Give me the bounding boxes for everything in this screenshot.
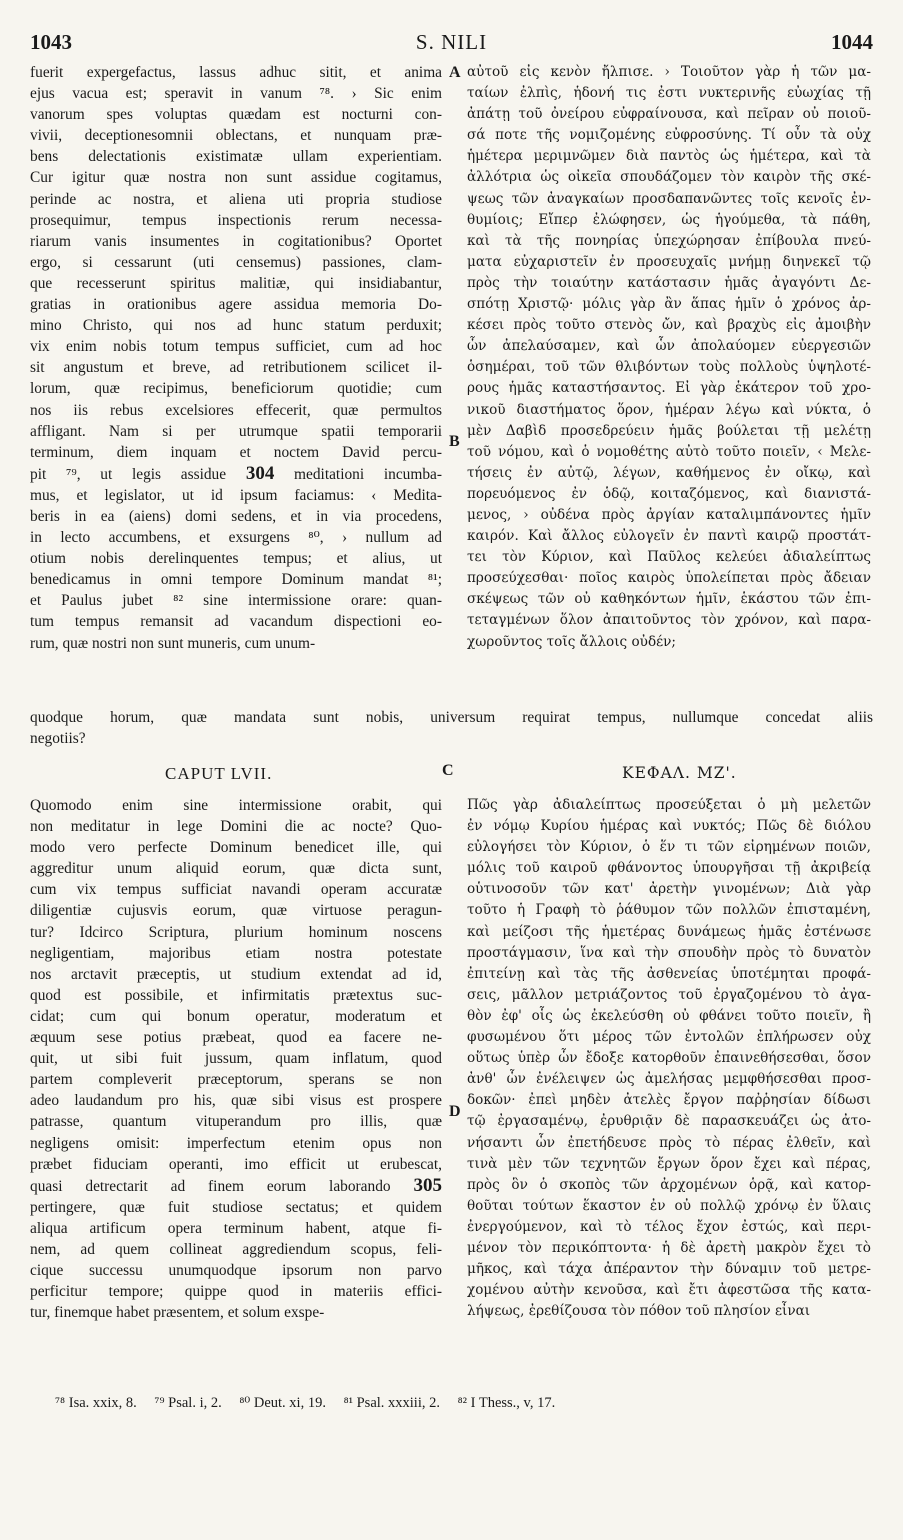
text-line: μόλις τοῦ καιροῦ φθάνοντος ὑπουργῆσαι τῇ ἀκριβείᾳ: [467, 860, 871, 877]
text-line: τήσεις ἐν αὐτῷ, λέγων, καθήμενος ἐν οἴκῳ, καὶ: [467, 464, 871, 481]
text-line: fuerit expergefactus, lassus adhuc sitit, et anima: [30, 64, 442, 81]
text-line: Quomodo enim sine intermissione orabit, qui: [30, 797, 442, 814]
text-line: ejus vacua est; speravit in vanum ⁷⁸. › Sic enim: [30, 85, 442, 103]
text-line: pertingere, quæ fuit studiose sectatus; et quidem: [30, 1198, 442, 1216]
text-line: Cur igitur quæ nostra non sunt assidue cogitamus,: [30, 169, 442, 187]
greek-column-bottom: [467, 795, 871, 1322]
text-line: patrasse, quantum vituperandum pro illis, quæ: [30, 1113, 442, 1131]
text-line: affligant. Nam si per utrumque spatii temporarii: [30, 422, 442, 440]
text-line: ἐν νόμῳ Κυρίου ἡμέρας καὶ νυκτός; Πῶς δὲ διόλου: [467, 818, 871, 835]
text-line: Πῶς γὰρ ἀδιαλείπτως προσεύξεται ὁ μὴ μελετῶν: [467, 797, 871, 813]
text-line: gratias in orationibus agere assidua memoria Do-: [30, 296, 442, 314]
text-line: [30, 463, 442, 485]
text-line: ἀλλότρια ὡς οἰκεῖα σπουδάζομεν τὸν καιρὸν τῆς σκέ-: [467, 169, 871, 186]
text-line: σεις, μᾶλλον μετριάζοντος τοῦ ἐργαζομένου τὸ ἀγα-: [467, 986, 871, 1003]
text-line: θὸν ἐφ' οἷς ὡς ἐκελεύσθη οὐ φθάνει τοῦτο ποιεῖν, ἢ: [467, 1007, 871, 1024]
text-line: sit angustum et breve, ad retributionem scilicet il-: [30, 359, 442, 377]
text-line: perinde ac nostra, et aliena uti propria studiose: [30, 190, 442, 208]
margin-marker-c: C: [442, 762, 454, 779]
text-line: prosequimur, tempus inspectionis rerum necessa-: [30, 211, 442, 229]
text-line: καιρόν. Καὶ ἄλλος εὐλογεῖν ἐν παντὶ καιρῷ προστάτ-: [467, 528, 871, 545]
text-line: ὁσημέραι, τοῦ τῶν θλιβόντων τοὺς πολλοὺς ὑψηλοτέ-: [467, 359, 871, 376]
text-line: καὶ μείζοσι τῆς ἡμετέρας δυνάμεως ἡμᾶς ἐστένωσε: [467, 923, 871, 940]
text-line: bens delectationis existimatæ ullam experientiam.: [30, 148, 442, 166]
text-line: θοῦται τούτων ἕκαστον ἐν οὐ πολλῷ χρόνῳ ἐν ὕλαις: [467, 1197, 871, 1214]
text-line: præbet fiduciam operanti, imo efficit ut erubescat,: [30, 1155, 442, 1173]
text-line: μὲν Δαβὶδ προσεδρεύειν ἡμᾶς βούλεται τῇ μελέτῃ: [467, 422, 871, 439]
text-line: negligens omisit: imperfectum etenim opus non: [30, 1134, 442, 1152]
text-line: εὐλογήσει τὸν Κύριον, ὁ ἕν τι τῶν εἰρημένων ποιῶν,: [467, 839, 871, 856]
text-line: riarum vanis insumentes in cogitationibus? Oportet: [30, 232, 442, 250]
text-line: νήσαντι ὧν ἐπετήδευσε πρὸς τὸ πέρας ἐλθεῖν, καὶ: [467, 1134, 871, 1151]
text-line: πρὸς τὴν τοιαύτην κατάστασιν ἡμᾶς ἀγαγόντι Δε-: [467, 274, 871, 291]
text-line: partem compleverit præceptorum, sperans se non: [30, 1071, 442, 1089]
text-line: nos arctavit præceptis, ut studium extendat ad id,: [30, 965, 442, 983]
text-line: tum tempus remansit ad vacandum dispectioni eo-: [30, 613, 442, 631]
text-line: ἀπάτῃ τοῦ ὀνείρου εὐφραίνουσα, καὶ πεῖραν οὐ ποιοῦ-: [467, 106, 871, 123]
text-line: terminum, diem inquam et noctem David percu-: [30, 443, 442, 461]
text-line: τοῦ νόμου, καὶ ὁ νομοθέτης αὐτὸ τοῦτο ποιεῖν, ‹ Μελε-: [467, 443, 871, 460]
text-line: ψεως τῶν ἀναγκαίων προσδαπανῶντες τοῖς κενοῖς ἐν-: [467, 190, 871, 207]
text-line: aliqua artificum opera terminum habent, atque fi-: [30, 1219, 442, 1237]
footnotes: [55, 1395, 569, 1412]
text-line: nem, ad quem collineat aggrediendum scopus, feli-: [30, 1240, 442, 1258]
text-line: et Paulus jubet ⁸² sine intermissione orare: quan-: [30, 592, 442, 610]
text-line: ὧν ἀπελαύσαμεν, καὶ ὧν ἀπολαύομεν εὐεργεσιῶν: [467, 338, 871, 355]
text-line: mus, et legislator, ut id ipsum faciamus: ‹ Medita-: [30, 486, 442, 504]
page-header: [30, 30, 873, 60]
margin-marker-a: A: [449, 64, 461, 81]
chapter-heading-greek: ΚΕΦΑΛ. ΜΖ'.: [622, 764, 737, 782]
text-line: beris in ea (aiens) domi sedens, et in via procedens,: [30, 507, 442, 525]
text-line: ρους ἡμᾶς καταστήσαντος. Εἰ γὰρ ἑκάτερον τοῦ χρο-: [467, 380, 871, 397]
text-segment: quasi detrectarit ad finem eorum laborando: [30, 1177, 391, 1195]
text-line: benedicamus in omni tempore Dominum mandat ⁸¹;: [30, 571, 442, 589]
text-line: tur, finemque habet præsentem, et solum exspe-: [30, 1304, 325, 1322]
page-mark-305: 305: [413, 1174, 442, 1196]
text-line: otium nobis derelinquentes tempus; et alius, ut: [30, 550, 442, 568]
text-line: quit, ut sibi fuit jussum, quam inflatum, quod: [30, 1050, 442, 1068]
footnote-80: ⁸⁰ Deut. xi, 19.: [239, 1395, 326, 1411]
right-page-number: 1044: [831, 30, 873, 54]
text-line: σπότῃ Χριστῷ· μόλις γὰρ ἂν ἅπας ἡμῖν ὁ χρόνος ἀρ-: [467, 296, 871, 313]
text-line: σκέψεως τῶν οὐ καθηκόντων ἡμῖν, ἑκάστου τῶν ἐπι-: [467, 591, 871, 608]
text-line: lorum, quæ recipimus, beneficiorum quotidie; cum: [30, 380, 442, 398]
text-line: τινὰ μὲν τῶν τεχνητῶν ἔργων ὅρον ἔχει καὶ πέρας,: [467, 1155, 871, 1172]
text-line: vivii, deceptionesomnii oblectans, et nunquam præ-: [30, 127, 442, 145]
text-line: οὑτινοσοῦν τῶν κατ' ἀρετὴν γινομένων; Διὰ γὰρ: [467, 881, 871, 898]
text-line: οὕτως ὑπὲρ ὧν ἔδοξε κατορθοῦν ἐπαινεθήσεσθαι, ὅσον: [467, 1050, 871, 1067]
text-line: cidat; cum qui bonum operatur, moderatum et: [30, 1007, 442, 1025]
text-line: σά ποτε τῆς νομιζομένης εὐφροσύνης. Τί οὖν τὰ οὐχ: [467, 127, 871, 144]
text-line: ταίων ἐλπὶς, ἡδονή τις ἐστι νυκτερινῆς εὐωχίας τῇ: [467, 85, 871, 102]
full-width-line: quodque horum, quæ mandata sunt nobis, universum requirat tempus, nullumque concedat aliis: [30, 709, 873, 726]
text-line: ἀνθ' ὧν ἐνέλειψεν ὡς ἀμελήσας μεμφθήσεσθαι προσ-: [467, 1071, 871, 1088]
text-segment: meditationi incumba-: [294, 465, 442, 483]
text-line: ergo, si cessarunt (uti censemus) passiones, clam-: [30, 253, 442, 271]
text-line: aggreditur unum aliquid eorum, quæ dicta sunt,: [30, 860, 442, 878]
footnote-79: ⁷⁹ Psal. i, 2.: [154, 1395, 222, 1411]
text-line: αὐτοῦ εἰς κενὸν ἤλπισε. › Τοιοῦτον γὰρ ἡ τῶν μα-: [467, 64, 871, 80]
text-line: φυσωμένου ὅτι μέρος τῶν ἐντολῶν ἐπλήρωσεν οὐχ: [467, 1029, 871, 1046]
text-line: θυμίοις; Εἴπερ ἐλώφησεν, ὡς ἡγούμεθα, τὰ πάθη,: [467, 211, 871, 228]
text-segment: pit ⁷⁹, ut legis assidue: [30, 465, 227, 483]
margin-marker-d: D: [449, 1103, 461, 1120]
text-line: χωροῦντος τοῖς ἄλλοις οὐδέν;: [467, 633, 677, 650]
text-line: æquum sese potius præbeat, quod ea facere ne-: [30, 1029, 442, 1047]
text-line: tur? Idcirco Scriptura, plurium hominum noscens: [30, 923, 442, 941]
full-width-tail: negotiis?: [30, 730, 86, 747]
text-line: nos iis rebus excelsiores effecerit, quæ permultos: [30, 401, 442, 419]
text-line: ἐπιτείνῃ καὶ τὰς τῆς ἀσθενείας ὑποτέμηται προφά-: [467, 965, 871, 982]
latin-column-top: [30, 62, 442, 654]
text-line: ματα εὐχαριστεῖν ἐν προσευχαῖς μνήμῃ διηνεκεῖ τῷ: [467, 253, 871, 270]
text-line: καὶ τὰ τῆς πονηρίας ὑπεχώρησαν ἐπίβουλα πνεύ-: [467, 232, 871, 249]
text-line: cum vix tempus sufficiat navandi operam accuratæ: [30, 881, 442, 899]
text-line: in lecto accumbens, et exsurgens ⁸⁰, › nullum ad: [30, 529, 442, 547]
footnote-81: ⁸¹ Psal. xxxiii, 2.: [343, 1395, 440, 1411]
text-line: que recesserunt spiritus malitiæ, qui insidiabantur,: [30, 274, 442, 292]
text-line: λήψεως, ἐρεθίζουσα τὸν πόθον τοῦ πλησίον εἶναι: [467, 1303, 811, 1320]
greek-column-top: [467, 62, 871, 653]
latin-column-bottom: [30, 795, 442, 1323]
text-line: ἐνεργούμενον, καὶ τὸ τέλος ἔχον ἐστώς, καὶ περι-: [467, 1218, 871, 1235]
margin-marker-b: B: [449, 433, 460, 450]
text-line: quod est possibile, et infirmitatis prætextus suc-: [30, 986, 442, 1004]
text-line: vanorum spes voluptas quædam est nocturni con-: [30, 106, 442, 124]
footnote-78: ⁷⁸ Isa. xxix, 8.: [55, 1395, 137, 1411]
text-line: τει τὸν Κύριον, καὶ Παῦλος κελεύει ἀδιαλείπτως: [467, 549, 871, 566]
footnote-82: ⁸² I Thess., v, 17.: [457, 1395, 556, 1411]
running-title: S. NILI: [415, 30, 488, 54]
left-page-number: 1043: [30, 30, 72, 54]
text-line: modo vero perfecte Dominum benedicet ille, qui: [30, 839, 442, 857]
full-width-continuation: [30, 707, 873, 749]
text-line: diligentiæ cujusvis eorum, quæ virtuose peragun-: [30, 902, 442, 920]
text-line: κέσει πρὸς τοῦτο στενὸς ὤν, καὶ βραχὺς εἰς ἀμοιβὴν: [467, 317, 871, 334]
text-line: [30, 1175, 442, 1197]
text-line: adeo laudandum pro his, quæ sibi visus est prospere: [30, 1092, 442, 1110]
text-line: δοκῶν· ἐπεὶ μηδὲν ἀτελὲς ἔργον παῤῥησίαν δίδωσι: [467, 1092, 871, 1109]
text-line: πορευόμενος ἐν ὁδῷ, κοιταζόμενος, καὶ διανιστά-: [467, 485, 871, 502]
page-mark-304: 304: [245, 462, 275, 484]
text-line: χομένου αὐτὴν κενοῦσα, καὶ ἔτι ἀφεστῶσα τῆς κατα-: [467, 1282, 871, 1299]
text-line: μένον τὸν περικόπτοντα· ἡ δὲ ἀρετὴ μακρὸν ἔχει τὸ: [467, 1239, 871, 1256]
text-line: vix enim nobis totum tempus sufficiet, cum ad hoc: [30, 338, 442, 356]
text-line: τεταγμένων ὅλον ἀπαιτοῦντος τὸν χρόνον, καὶ παρα-: [467, 612, 871, 629]
text-line: mino Christo, qui nos ad hunc statum perduxit;: [30, 317, 442, 335]
chapter-heading-latin: CAPUT LVII.: [165, 764, 273, 783]
text-line: non meditatur in lege Domini die ac nocte? Quo-: [30, 818, 442, 836]
text-line: τοῦτο ἡ Γραφὴ τὸ ῥάθυμον τῶν πολλῶν ἐπισταμένη,: [467, 902, 871, 919]
text-line: προστάγμασιν, ἵνα καὶ τὴν σπουδὴν πρὸς τὸ δυνατὸν: [467, 944, 871, 961]
text-line: πρὸς ὃν ὁ σκοπὸς τῶν ἀρχομένων ὁρᾷ, καὶ κατορ-: [467, 1176, 871, 1193]
text-line: negligentiam, majoribus etiam nostra potestate: [30, 944, 442, 962]
text-line: προσεύχεσθαι· ποῖος καιρὸς ὑπολείπεται πρὸς ἄδειαν: [467, 570, 871, 587]
text-line: τῷ ἐργασαμένῳ, ἐρυθριᾷν δὲ παρασκευάζει ὡς ἀτο-: [467, 1113, 871, 1130]
text-line: perficitur tempore; quippe quod in materiis effici-: [30, 1283, 442, 1301]
text-line: μῆκος, καὶ τάχα ἀπέραντον τὴν δύναμιν τοῦ μετρε-: [467, 1261, 871, 1278]
text-line: rum, quæ nostri non sunt muneris, cum unum-: [30, 634, 316, 652]
text-line: cique successu unumquodque ipsorum non parvo: [30, 1262, 442, 1280]
text-line: ἡμέτερα μεριμνῶμεν διὰ παντὸς ὡς ἡμέτερα, καὶ τὰ: [467, 148, 871, 165]
text-line: μενος, › οὐδένα πρὸς ἀργίαν καταλιμπάνοντες ἡμῖν: [467, 506, 871, 523]
text-line: νικοῦ διαστήματος ὅρον, ἡμέραν λέγω καὶ νύκτα, ὁ: [467, 401, 871, 418]
